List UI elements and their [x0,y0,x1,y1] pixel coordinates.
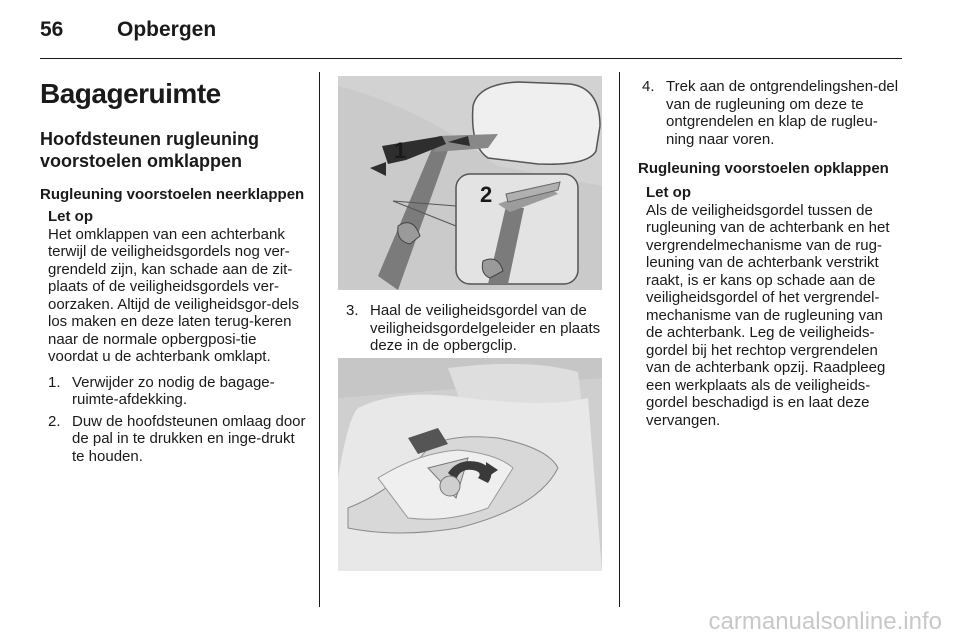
headrest-illustration [338,76,602,290]
note-title: Let op [48,208,93,225]
watermark: carmanualsonline.info [708,608,942,635]
belt-clip-illustration [338,358,602,571]
right-column [638,78,903,437]
step-item [346,302,606,359]
step-item [48,413,308,466]
step-number: 2. [48,412,61,430]
headrest-illustration-svg [338,76,602,290]
step-item [48,374,308,409]
page-number: 56 [40,18,64,41]
caution-note [646,184,903,429]
step-text: Trek aan de ontgrendelingshen-del van de rugleuning om deze te ontgrendelen en klap de rugleu-ning naar voren. [666,78,899,148]
note-text: Als de veiligheidsgordel tussen de rugleuning van de achterbank en het vergrendelmechanisme van de rug-leuning van de achterbank verstrikt raakt, is er kans op schade aan de veiligheidsgordel of het vergrendel-mechanisme van de rugleuning van de achterbank. Leg de veiligheids-gordel bij het rechtop vergrendelen van de achterbank opzij. Raadpleeg een werkplaats als de veiligheids-gordel beschadigd is en laat deze vervangen. [646,201,890,429]
figure-label: 2 [480,182,493,207]
step-text: Verwijder zo nodig de bagage-ruimte-afdekking. [72,373,275,408]
procedure-title: Rugleuning voorstoelen opklappen [638,160,889,177]
belt-clip-illustration-svg [338,358,602,571]
note-text: Het omklappen van een achterbank terwijl de veiligheidsgordels nog ver-grendeld zijn, kan schade aan de zit-plaats of de veiligheidsgordels ver-oorzaken. Altijd de veiligheidsgor-dels los maken en deze laten terug-keren naar de normale opbergposi-tie voordat u de achterbank omklapt. [48,225,299,365]
figure-label: 1 [394,138,407,163]
step-text: Duw de hoofdsteunen omlaag door de pal in te drukken en inge-drukt te houden. [72,412,306,465]
caution-note [48,208,308,366]
step-text: Haal de veiligheidsgordel van de veiligheidsgordelgeleider en plaats deze in de opbergclip. [370,302,601,354]
header-rule [40,58,902,59]
column-divider [319,72,320,607]
chapter-title: Opbergen [117,18,217,41]
note-title: Let op [646,184,691,201]
section-heading: Bagageruimte [40,78,221,109]
step-4 [642,78,903,148]
step-3 [346,302,606,355]
step-number: 4. [642,78,655,95]
subheading: Hoofdsteunen rugleuning voorstoelen omklappen [40,129,259,171]
column-divider [619,72,620,607]
step-number: 3. [346,302,359,319]
step-number: 1. [48,373,61,391]
left-column [40,78,308,469]
procedure-title: Rugleuning voorstoelen neerklappen [40,186,305,203]
